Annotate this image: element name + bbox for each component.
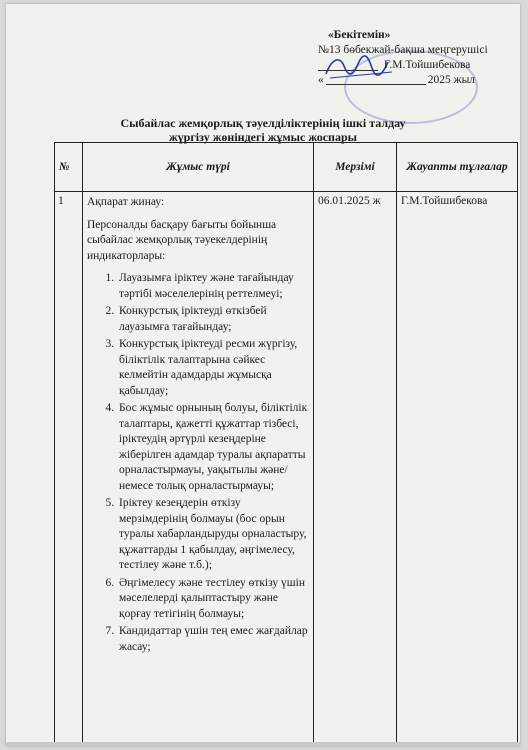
header-number: № (55, 143, 83, 192)
list-item: 1. Лауазымға іріктеу және тағайындау тәртібі мәселелерінің реттелмеуі; (117, 271, 309, 302)
header-work-type: Жұмыс түрі (83, 143, 314, 192)
list-item: 6. Әңгімелесу және тестілеу өткізу үшін мәселелерді қалыптастыру және қорғау тетігінің болмауы; (117, 576, 309, 623)
approval-year: 2025 жыл (427, 74, 476, 86)
table-header-row (55, 143, 518, 192)
title-line-1: Сыбайлас жемқорлық тәуелділіктерінің ішкі талдау (120, 116, 406, 130)
list-item: 7. Кандидаттар үшін тең емес жағдайлар жасау; (117, 624, 309, 655)
row-responsible: Г.М.Тойшибекова (397, 192, 518, 747)
row-work-type (83, 192, 314, 747)
approval-date-line (318, 73, 518, 88)
document-title (6, 116, 520, 144)
approval-signature-line (318, 58, 518, 73)
header-deadline: Мерзімі (314, 143, 397, 192)
list-item: 5. Іріктеу кезеңдерін өткізу мерзімдерінің болмауы (бос орын туралы хабарландыруды орналастыру, құжаттарды 1 қабылдау, әңгімелесу, тестілеу және т.б.); (117, 496, 309, 574)
table-row (55, 192, 518, 747)
list-item: 4. Бос жұмыс орнының болуы, біліктілік талаптары, қажетті құжаттар тізбесі, іріктеудің әртүрлі кезеңдеріне жіберілген адамдар туралы ақпаратты орналастырмауы, уақытылы және/немесе толық орналастырмауы; (117, 401, 309, 494)
document-page (6, 4, 520, 746)
header-responsible: Жауапты тұлғалар (397, 143, 518, 192)
row-deadline: 06.01.2025 ж (314, 192, 397, 747)
indicator-list (87, 271, 309, 655)
date-quote: « (318, 74, 324, 86)
page-bottom-edge (6, 742, 520, 746)
work-plan-table (54, 142, 518, 746)
approval-block (318, 28, 518, 88)
signature-underline (318, 58, 378, 71)
title-line-2: жүргізу жөніндегі жұмыс жоспары (168, 130, 358, 144)
list-item: 3. Конкурстық іріктеуді ресми жүргізу, біліктілік талаптарына сәйкес келмейтін адамдарды жұмысқа қабылдау; (117, 337, 309, 399)
approval-signer: Г.М.Тойшибекова (384, 59, 471, 71)
approval-organization: №13 бөбекжай-бақша меңгерушісі (318, 44, 488, 56)
work-intro: Ақпарат жинау: (87, 196, 165, 208)
date-underline (326, 73, 426, 85)
work-lead: Персоналды басқару бағыты бойынша сыбайлас жемқорлық тәуекелдерінің индикаторлары: (87, 218, 277, 262)
row-number: 1 (55, 192, 83, 747)
approval-heading: «Бекітемін» (328, 29, 391, 41)
list-item: 2. Конкурстық іріктеуді өткізбей лауазымға тағайындау; (117, 304, 309, 335)
